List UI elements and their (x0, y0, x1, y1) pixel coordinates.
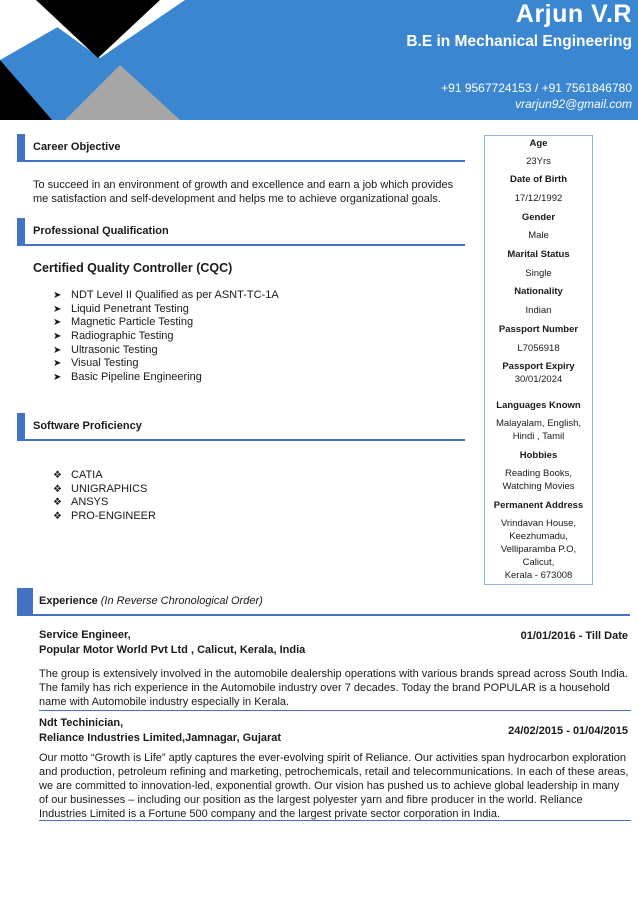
phone-numbers: +91 9567724153 / +91 7561846780 (441, 81, 632, 95)
languages-line: Malayalam, English, (495, 418, 581, 429)
list-item: ➤ Liquid Penetrant Testing (53, 302, 189, 315)
dob-label: Date of Birth (510, 174, 567, 185)
languages-label: Languages Known (496, 400, 581, 411)
section-experience (17, 588, 630, 616)
section-underline (33, 614, 630, 616)
job-date: 01/01/2016 - Till Date (520, 630, 628, 642)
candidate-degree: B.E in Mechanical Engineering (406, 33, 632, 50)
marital-value: Single (525, 268, 552, 279)
section-bar (17, 413, 25, 441)
section-title: Professional Qualification (33, 225, 169, 237)
passport-value: L7056918 (517, 343, 560, 354)
list-item: ➤ NDT Level II Qualified as per ASNT-TC-1A (53, 289, 279, 301)
diamond-bullet-icon: ❖ (53, 470, 62, 481)
dob-value: 17/12/1992 (514, 193, 563, 204)
list-item: ➤ Visual Testing (53, 357, 139, 370)
email-address[interactable]: vrarjun92@gmail.com (515, 97, 632, 111)
candidate-name: Arjun V.R (515, 0, 632, 28)
list-item: ➤ Basic Pipeline Engineering (53, 371, 202, 384)
expiry-label: Passport Expiry (502, 361, 575, 372)
list-item: ➤ Ultrasonic Testing (53, 343, 158, 356)
software-list (53, 469, 156, 524)
job-heading (39, 628, 305, 658)
arrow-bullet-icon: ➤ (53, 317, 62, 329)
gender-label: Gender (521, 212, 556, 223)
age-label: Age (529, 138, 548, 149)
job-separator (39, 710, 631, 711)
job-description: The group is extensively involved in the automobile dealership operations with various brands spread across South India. The family has rich experience in the Automobile industry over 7 decades. Today the brand POPULAR is a household name with Automobile industry especially in Kerala. (39, 668, 628, 708)
section-underline (25, 439, 465, 441)
section-underline (25, 244, 465, 246)
section-bar (17, 218, 25, 246)
address-label: Permanent Address (493, 500, 584, 511)
hobbies-line: Watching Movies (502, 481, 575, 492)
list-item: ➤ Radiographic Testing (53, 330, 174, 343)
languages-line: Hindi , Tamil (512, 431, 565, 442)
address-line: Velliparamba P.O, (500, 544, 577, 555)
diamond-bullet-icon: ❖ (53, 511, 62, 523)
list-item: ❖ PRO-ENGINEER (53, 510, 156, 523)
gender-value: Male (528, 230, 549, 241)
section-software (17, 413, 465, 441)
age-value: 23Yrs (526, 156, 551, 167)
diamond-bullet-icon: ❖ (53, 497, 62, 509)
section-qualification (17, 218, 465, 246)
section-title: Experience (In Reverse Chronological Order) (39, 595, 263, 607)
resume-header (0, 0, 638, 120)
address-line: Vrindavan House, (500, 518, 577, 529)
list-item: ❖ UNIGRAPHICS (53, 482, 148, 495)
arrow-bullet-icon: ➤ (53, 372, 62, 384)
address-line: Kerala - 673008 (504, 570, 573, 581)
job-separator (39, 820, 631, 821)
list-item: ❖ CATIA (53, 469, 103, 481)
arrow-bullet-icon: ➤ (53, 358, 62, 370)
address-line: Calicut, (522, 557, 555, 568)
section-underline (25, 160, 465, 162)
section-bar (17, 588, 33, 616)
job-heading (39, 716, 281, 746)
list-item: ➤ Magnetic Particle Testing (53, 316, 194, 329)
hobbies-label: Hobbies (519, 450, 558, 461)
career-objective-text: To succeed in an environment of growth and excellence and earn a job which provides me satisfaction and self-development and helps me to achieve organizational goals. (33, 179, 454, 205)
nationality-value: Indian (525, 305, 552, 316)
nationality-label: Nationality (514, 286, 563, 297)
hobbies-line: Reading Books, (504, 468, 573, 479)
personal-details-panel (484, 135, 593, 585)
arrow-bullet-icon: ➤ (53, 331, 62, 343)
job-role: Service Engineer, (39, 629, 131, 641)
job-company: Popular Motor World Pvt Ltd , Calicut, Kerala, India (39, 644, 306, 656)
job-company: Reliance Industries Limited,Jamnagar, Gujarat (39, 732, 282, 744)
section-title: Career Objective (33, 141, 121, 153)
diamond-bullet-icon: ❖ (53, 483, 62, 495)
job-date: 24/02/2015 - 01/04/2015 (508, 725, 628, 737)
qualification-subtitle: Certified Quality Controller (CQC) (33, 261, 233, 275)
job-role: Ndt Techinician, (39, 717, 124, 729)
section-title: Software Proficiency (33, 420, 142, 432)
address-line: Keezhumadu, (509, 531, 568, 542)
arrow-bullet-icon: ➤ (53, 344, 62, 356)
passport-label: Passport Number (498, 324, 579, 335)
section-career-objective (17, 134, 465, 162)
list-item: ❖ ANSYS (53, 496, 109, 509)
job-description: Our motto “Growth is Life” aptly captures the ever-evolving spirit of Reliance. Our activities span hydrocarbon exploration and production, petroleum refining and marketing, petrochemicals, retail and telecommunications. In each of these areas, we are committed to innovation-led, exponential growth. Our vision has pushed us to achieve global leadership in many of our businesses – including our position as the largest polyester yarn and fibre producer in the world. Reliance Industries Limited is a Fortune 500 company and the largest private sector corporation in India. (39, 752, 629, 820)
qualification-list (53, 289, 279, 385)
arrow-bullet-icon: ➤ (53, 303, 62, 315)
section-bar (17, 134, 25, 162)
expiry-value: 30/01/2024 (514, 374, 563, 385)
arrow-bullet-icon: ➤ (53, 290, 62, 301)
marital-label: Marital Status (507, 249, 570, 260)
